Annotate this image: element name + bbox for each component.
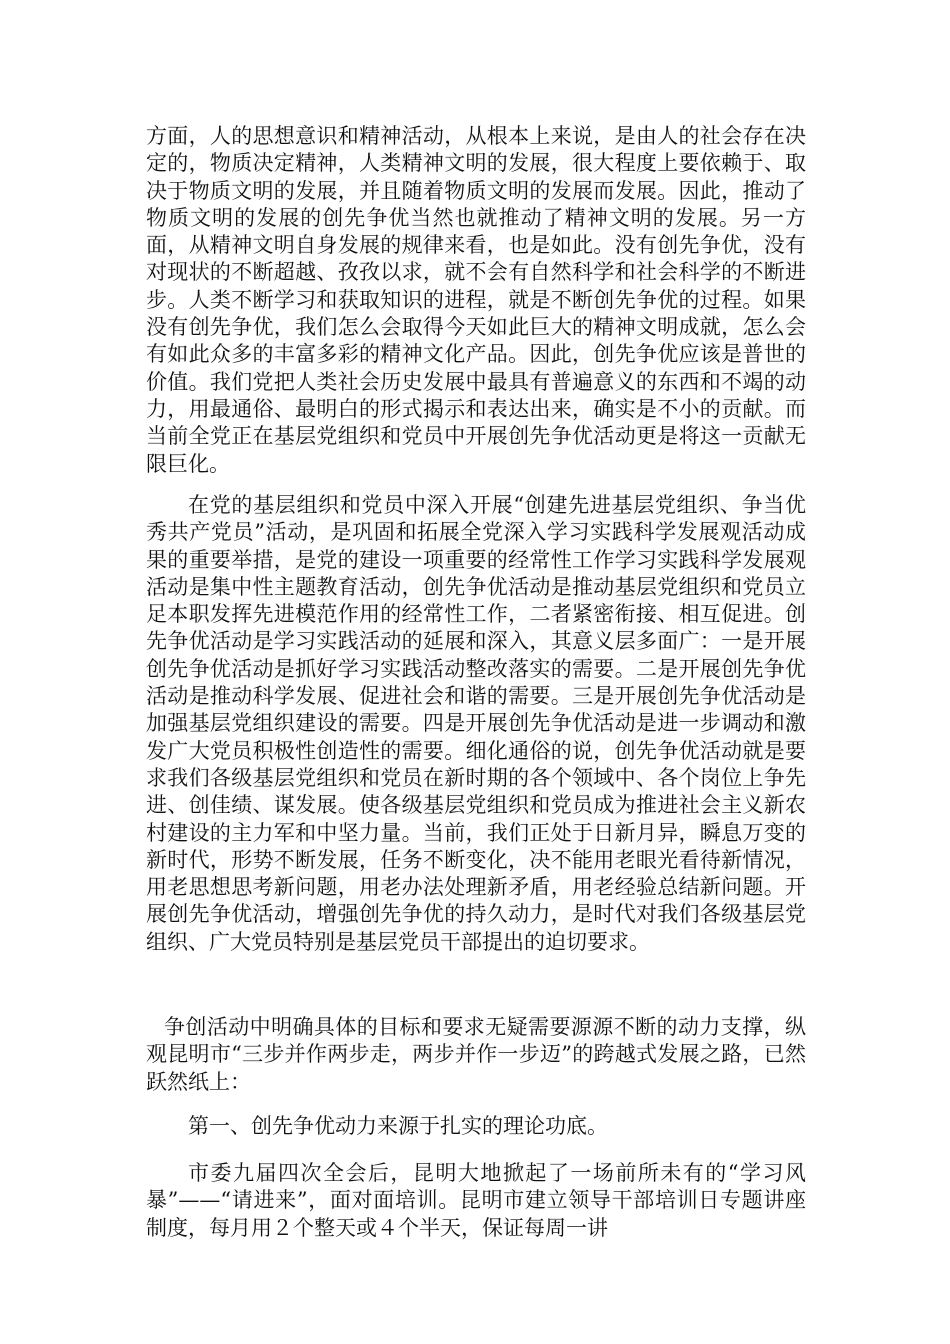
paragraph-1: 方面，人的思想意识和精神活动，从根本上来说，是由人的社会存在决定的，物质决定精神，人类精神文明的发展，很大程度上要依赖于、取决于物质文明的发展，并且随着物质文明的发展而发展。因此，推动了物质文明的发展的创先争优当然也就推动了精神文明的发展。另一方面，从精神文明自身发展的规律来看，也是如此。没有创先争优，没有对现状的不断超越、孜孜以求，就不会有自然科学和社会科学的不断进步。人类不断学习和获取知识的进程，就是不断创先争优的过程。如果没有创先争优，我们怎么会取得今天如此巨大的精神文明成就，怎么会有如此众多的丰富多彩的精神文化产品。因此，创先争优应该是普世的价值。我们党把人类社会历史发展中最具有普遍意义的东西和不竭的动力，用最通俗、最明白的形式揭示和表达出来，确实是不小的贡献。而当前全党正在基层党组织和党员中开展创先争优活动更是将这一贡献无限巨化。 <box>146 124 806 476</box>
paragraph-3: 争创活动中明确具体的目标和要求无疑需要源源不断的动力支撑，纵观昆明市“三步并作两步走，两步并作一步迈”的跨越式发展之路，已然跃然纸上： <box>146 1015 806 1094</box>
section-heading-1: 第一、创先争优动力来源于扎实的理论功底。 <box>188 1114 608 1138</box>
paragraph-2: 在党的基层组织和党员中深入开展“创建先进基层党组织、争当优秀共产党员”活动，是巩固和拓展全党深入学习实践科学发展观活动成果的重要举措，是党的建设一项重要的经常性工作学习实践科学发展观活动是集中性主题教育活动，创先争优活动是推动基层党组织和党员立足本职发挥先进模范作用的经常性工作，二者紧密衔接、相互促进。创先争优活动是学习实践活动的延展和深入，其意义层多面广：一是开展创先争优活动是抓好学习实践活动整改落实的需要。二是开展创先争优活动是推动科学发展、促进社会和谐的需要。三是开展创先争优活动是加强基层党组织建设的需要。四是开展创先争优活动是进一步调动和激发广大党员积极性创造性的需要。细化通俗的说，创先争优活动就是要求我们各级基层党组织和党员在新时期的各个领域中、各个岗位上争先进、创佳绩、谋发展。使各级基层党组织和党员成为推进社会主义新农村建设的主力军和中坚力量。当前，我们正处于日新月异，瞬息万变的新时代，形势不断发展，任务不断变化，决不能用老眼光看待新情况，用老思想思考新问题，用老办法处理新矛盾，用老经验总结新问题。开展创先争优活动，增强创先争优的持久动力，是时代对我们各级基层党组织、广大党员特别是基层党员干部提出的迫切要求。 <box>146 493 806 954</box>
paragraph-4: 市委九届四次全会后，昆明大地掀起了一场前所未有的“学习风暴”——“请进来”，面对面培训。昆明市建立领导干部培训日专题讲座制度，每月用２个整天或４个半天，保证每周一讲 <box>146 1161 806 1240</box>
